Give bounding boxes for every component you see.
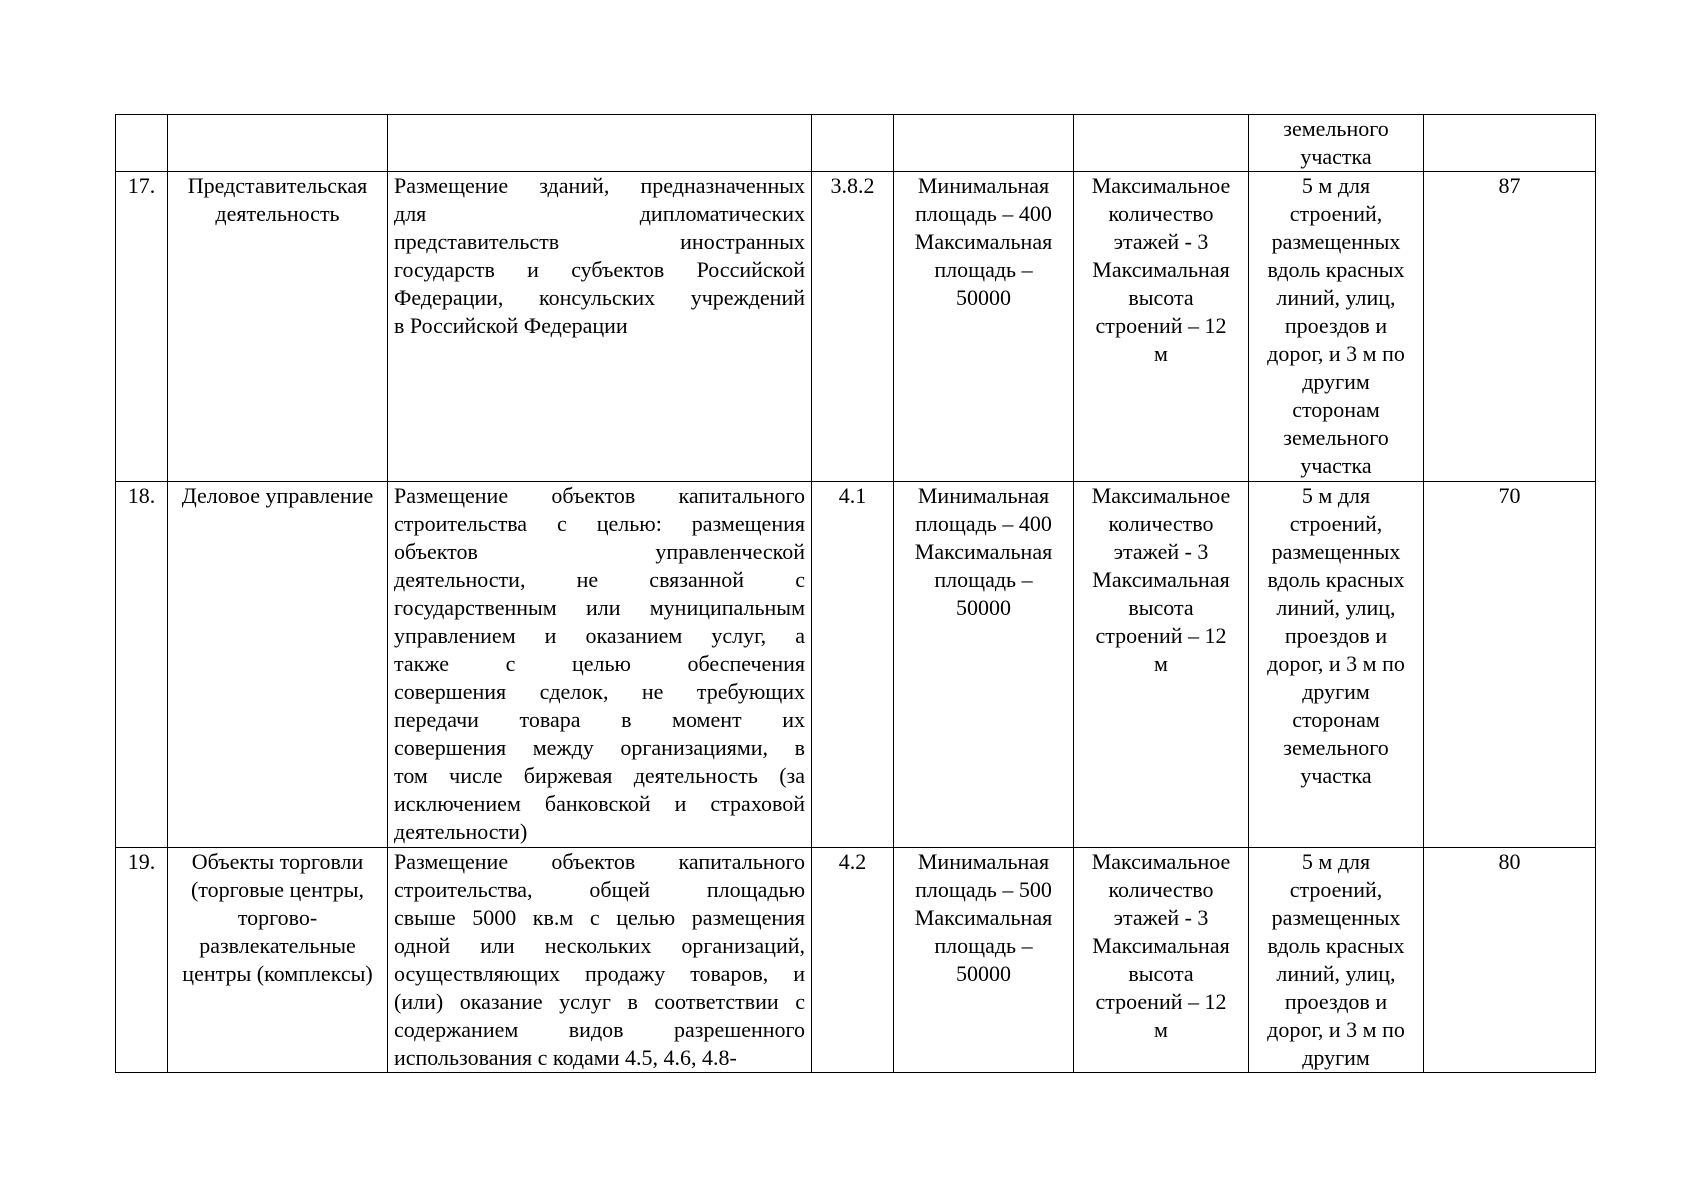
text-line: Минимальная [917,849,1050,874]
text-line: Максимальная [914,539,1053,564]
text-line: 50000 [956,285,1011,310]
description-line: государств и субъектов Российской [394,257,805,282]
cell-floors [1074,115,1249,172]
setback-limits [1249,482,1424,848]
land-use-code: 4.2 [812,848,894,1073]
text-line: 5 м для [1301,173,1371,198]
text-line: проездов и [1284,989,1388,1014]
text-line: 50000 [956,961,1011,986]
description-line: представительств иностранных [394,229,805,254]
text-line: строений – 12 [1095,623,1227,648]
description-line: для дипломатических [394,201,805,226]
text-line: деятельность [215,201,340,226]
max-coverage-percent: 70 [1424,482,1596,848]
plot-area-limits [894,172,1074,482]
text-line: линий, улиц, [1276,595,1396,620]
land-use-name [168,172,388,482]
text-line: Максимальная [914,229,1053,254]
text-line: строений – 12 [1095,313,1227,338]
cell-num [116,115,168,172]
description-line: объектов управленческой [394,539,805,564]
text-line: 50000 [956,595,1011,620]
land-use-description [388,172,812,482]
description-line: совершения между организациями, в [394,735,805,760]
description-line: передачи товара в момент их [394,707,805,732]
land-use-code: 3.8.2 [812,172,894,482]
building-height-limits [1074,482,1249,848]
text-line: другим [1302,679,1370,704]
text-line: Минимальная [917,173,1050,198]
description-line: Размещение зданий, предназначенных [394,173,805,198]
text-line: м [1154,341,1168,366]
land-use-code: 4.1 [812,482,894,848]
text-line: площадь – 400 [915,201,1052,226]
cell-area [894,115,1074,172]
text-line: сторонам [1292,707,1380,732]
land-use-regulations-table [115,114,1596,1073]
text-line: участка [1300,763,1372,788]
text-line: количество [1108,511,1214,536]
cell-name [168,115,388,172]
text-line: размещенных [1271,905,1401,930]
text-line: вдоль красных [1267,567,1405,592]
text-line: земельного [1283,735,1389,760]
text-line: другим [1302,369,1370,394]
text-line: высота [1128,285,1194,310]
building-height-limits [1074,172,1249,482]
table-row [116,172,1596,482]
cell-code [812,115,894,172]
text-line: проездов и [1284,313,1388,338]
description-line: строительства, общей площадью [394,877,805,902]
text-line: этажей - 3 [1113,229,1209,254]
text-line: размещенных [1271,229,1401,254]
text-line: количество [1108,201,1214,226]
description-line: (или) оказание услуг в соответствии с [394,989,805,1014]
description-line: управлением и оказанием услуг, а [394,623,805,648]
text-line: Максимальное [1091,483,1231,508]
text-line: строений, [1289,877,1383,902]
row-number: 18. [116,482,168,848]
text-line: строений, [1289,511,1383,536]
description-line: осуществляющих продажу товаров, и [394,961,805,986]
description-line: Размещение объектов капитального [394,483,805,508]
text-line: площадь – [934,933,1033,958]
land-use-description [388,482,812,848]
description-line: государственным или муниципальным [394,595,805,620]
max-coverage-percent: 80 [1424,848,1596,1073]
text-line: линий, улиц, [1276,285,1396,310]
land-use-description [388,848,812,1073]
land-use-name [168,482,388,848]
text-line: м [1154,1017,1168,1042]
text-line: 5 м для [1301,483,1371,508]
text-line: дорог, и 3 м по [1267,1017,1405,1042]
text-line: торгово- [237,905,318,930]
row-number: 19. [116,848,168,1073]
description-line: Размещение объектов капитального [394,849,805,874]
text-line: строений – 12 [1095,989,1227,1014]
text-line: дорог, и 3 м по [1267,651,1405,676]
text-line: Деловое управление [181,483,374,508]
description-line: деятельности, не связанной с [394,567,805,592]
continuation-row [116,115,1596,172]
text-line: площадь – [934,257,1033,282]
text-line: Объекты торговли [191,849,364,874]
text-line: 5 м для [1301,849,1371,874]
description-line: строительства с целью: размещения [394,511,805,536]
description-line: совершения сделок, не требующих [394,679,805,704]
text-line: земельного [1283,425,1389,450]
text-line: м [1154,651,1168,676]
text-line: количество [1108,877,1214,902]
building-height-limits [1074,848,1249,1073]
text-line: линий, улиц, [1276,961,1396,986]
text-line: другим [1302,1045,1370,1070]
text-line: Минимальная [917,483,1050,508]
description-line: содержанием видов разрешенного [394,1017,805,1042]
description-line: том числе биржевая деятельность (за [394,763,805,788]
description-line: свыше 5000 кв.м с целью размещения [394,905,805,930]
text-line: дорог, и 3 м по [1267,341,1405,366]
text-line: вдоль красных [1267,257,1405,282]
max-coverage-percent: 87 [1424,172,1596,482]
text-line: вдоль красных [1267,933,1405,958]
text-line: этажей - 3 [1113,539,1209,564]
text-line: размещенных [1271,539,1401,564]
table-row [116,482,1596,848]
setback-limits [1249,172,1424,482]
text-line: сторонам [1292,397,1380,422]
text-line: Максимальная [1092,567,1230,592]
text-line: этажей - 3 [1113,905,1209,930]
text-line: строений, [1289,201,1383,226]
setback-limits [1249,848,1424,1073]
text-line: проездов и [1284,623,1388,648]
text-line: высота [1128,961,1194,986]
table-row [116,848,1596,1073]
plot-area-limits [894,848,1074,1073]
description-line: в Российской Федерации [394,313,628,338]
text-line: Максимальная [1092,933,1230,958]
text-line: площадь – 400 [915,511,1052,536]
plot-area-limits [894,482,1074,848]
text-line: (торговые центры, [190,877,365,902]
cell-desc [388,115,812,172]
text-line: центры (комплексы) [182,961,373,986]
description-line: Федерации, консульских учреждений [394,285,805,310]
text-line: участка [1300,453,1372,478]
text-line: Представительская [187,173,368,198]
description-line: деятельности) [394,819,528,844]
description-line: исключением банковской и страховой [394,791,805,816]
text-line: высота [1128,595,1194,620]
cell-pct [1424,115,1596,172]
text-line: площадь – [934,567,1033,592]
text-line: Максимальное [1091,173,1231,198]
description-line: также с целью обеспечения [394,651,805,676]
land-use-name [168,848,388,1073]
text-line: Максимальная [1092,257,1230,282]
description-line: одной или нескольких организаций, [394,933,805,958]
cell-setback [1249,115,1424,172]
text-line: Максимальная [914,905,1053,930]
text-line: Максимальное [1091,849,1231,874]
setback-line: земельного [1283,116,1389,141]
description-line: использования с кодами 4.5, 4.6, 4.8- [394,1045,737,1070]
setback-line: участка [1300,144,1372,169]
text-line: развлекательные [199,933,356,958]
text-line: площадь – 500 [915,877,1052,902]
row-number: 17. [116,172,168,482]
